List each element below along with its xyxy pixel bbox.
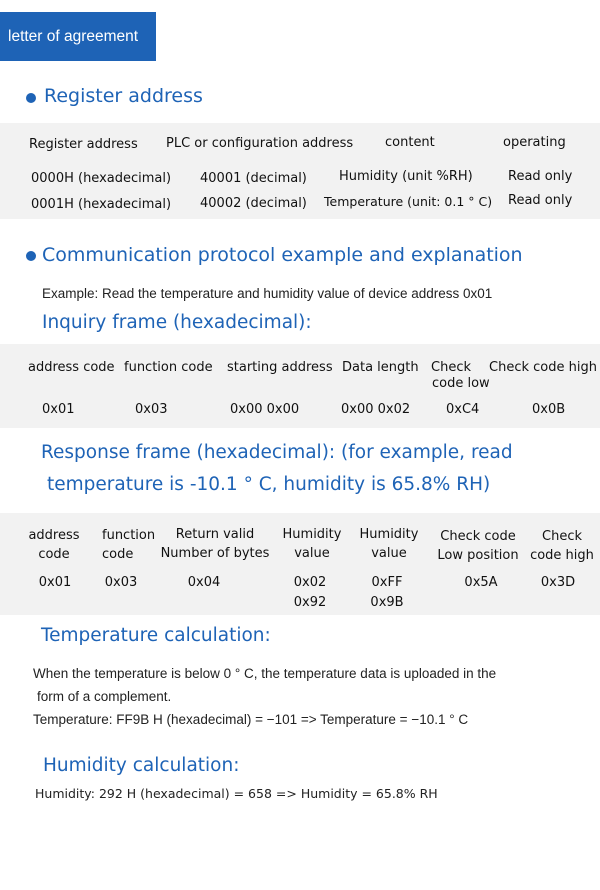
inquiry-value-length: 0x00 0x02 [341, 402, 411, 417]
register-row1-plc: 40001 (decimal) [200, 171, 307, 186]
inquiry-title: Inquiry frame (hexadecimal): [42, 312, 312, 333]
register-section-title: Register address [44, 85, 203, 107]
temperature-calc-title: Temperature calculation: [41, 625, 271, 646]
register-row1-address: 0000H (hexadecimal) [31, 171, 172, 186]
inquiry-value-check-low: 0xC4 [446, 402, 480, 417]
register-row1-content: Humidity (unit %RH) [339, 169, 473, 184]
value-line: 0x01 [38, 575, 72, 590]
header-line: code [38, 547, 70, 562]
inquiry-header-check-low-2: code low [432, 376, 490, 391]
response-value-check-low [453, 573, 509, 593]
header-line: Humidity [282, 527, 342, 542]
response-value-humidity1 [282, 573, 338, 613]
humidity-calc-title: Humidity calculation: [43, 755, 240, 776]
inquiry-table [0, 344, 600, 428]
header-line: value [294, 546, 330, 561]
register-row2-address: 0001H (hexadecimal) [31, 197, 172, 212]
register-row2-content: Temperature (unit: 0.1 ° C) [324, 194, 493, 209]
page-banner: letter of agreement [0, 12, 156, 61]
header-line: Check [542, 529, 582, 544]
response-value-bytes [176, 573, 232, 593]
inquiry-header-start: starting address [227, 360, 333, 375]
temperature-calc-line3: Temperature: FF9B H (hexadecimal) = −101 => Temperature = −10.1 ° C [33, 712, 469, 727]
register-header-content: content [385, 135, 435, 150]
protocol-example: Example: Read the temperature and humidity value of device address 0x01 [42, 286, 493, 301]
response-title-line2: temperature is -10.1 ° C, humidity is 65.8% RH) [47, 474, 491, 495]
register-row1-operating: Read only [508, 169, 573, 184]
header-line: code [102, 547, 134, 562]
value-line: 0xFF [371, 575, 403, 590]
value-line: 0x03 [104, 575, 138, 590]
response-header-check-high [528, 527, 596, 565]
temperature-calc-line2: form of a complement. [37, 689, 172, 704]
inquiry-value-function: 0x03 [135, 402, 168, 417]
header-line: Low position [437, 548, 519, 563]
value-line: 0x5A [464, 575, 498, 590]
temperature-calc-line1: When the temperature is below 0 ° C, the temperature data is uploaded in the [33, 666, 497, 681]
register-header-address: Register address [29, 137, 138, 152]
response-value-function [95, 573, 147, 593]
response-header-humidity1 [280, 525, 344, 563]
response-header-check-low [436, 527, 520, 565]
inquiry-header-function: function code [124, 360, 213, 375]
inquiry-value-start: 0x00 0x00 [230, 402, 300, 417]
inquiry-header-address: address code [28, 360, 115, 375]
response-header-address [25, 526, 83, 564]
bullet-icon [26, 251, 36, 261]
register-header-operating: operating [503, 135, 566, 150]
header-line: function [102, 528, 156, 543]
response-header-humidity2 [357, 525, 421, 563]
response-value-humidity2 [359, 573, 415, 613]
humidity-calc-line1: Humidity: 292 H (hexadecimal) = 658 => Humidity = 65.8% RH [35, 786, 438, 801]
header-line: code high [530, 548, 594, 563]
header-line: Check code [440, 529, 516, 544]
header-line: Humidity [359, 527, 419, 542]
inquiry-value-address: 0x01 [42, 402, 75, 417]
register-table [0, 123, 600, 219]
inquiry-header-check-high: Check code high [489, 360, 597, 375]
header-line: value [371, 546, 407, 561]
header-line: address [28, 528, 80, 543]
register-row2-operating: Read only [508, 193, 573, 208]
protocol-section-title: Communication protocol example and explanation [42, 244, 523, 266]
value-line: 0x02 [293, 575, 327, 590]
inquiry-header-length: Data length [342, 360, 419, 375]
response-title-line1: Response frame (hexadecimal): (for example, read [41, 442, 513, 463]
response-header-bytes [160, 525, 270, 563]
response-value-check-high [530, 573, 586, 593]
value-line: 0x3D [540, 575, 576, 590]
value-line: 0x04 [187, 575, 221, 590]
header-line: Return valid [175, 527, 255, 542]
response-value-address [25, 573, 85, 593]
response-table [0, 513, 600, 615]
register-header-plc: PLC or configuration address [166, 136, 354, 151]
inquiry-value-check-high: 0x0B [532, 402, 566, 417]
register-row2-plc: 40002 (decimal) [200, 196, 307, 211]
value-line: 0x9B [370, 595, 404, 610]
response-header-function [102, 526, 155, 564]
value-line: 0x92 [293, 595, 327, 610]
bullet-icon [26, 93, 36, 103]
inquiry-header-check-low: Check [431, 360, 471, 375]
header-line: Number of bytes [160, 546, 270, 561]
